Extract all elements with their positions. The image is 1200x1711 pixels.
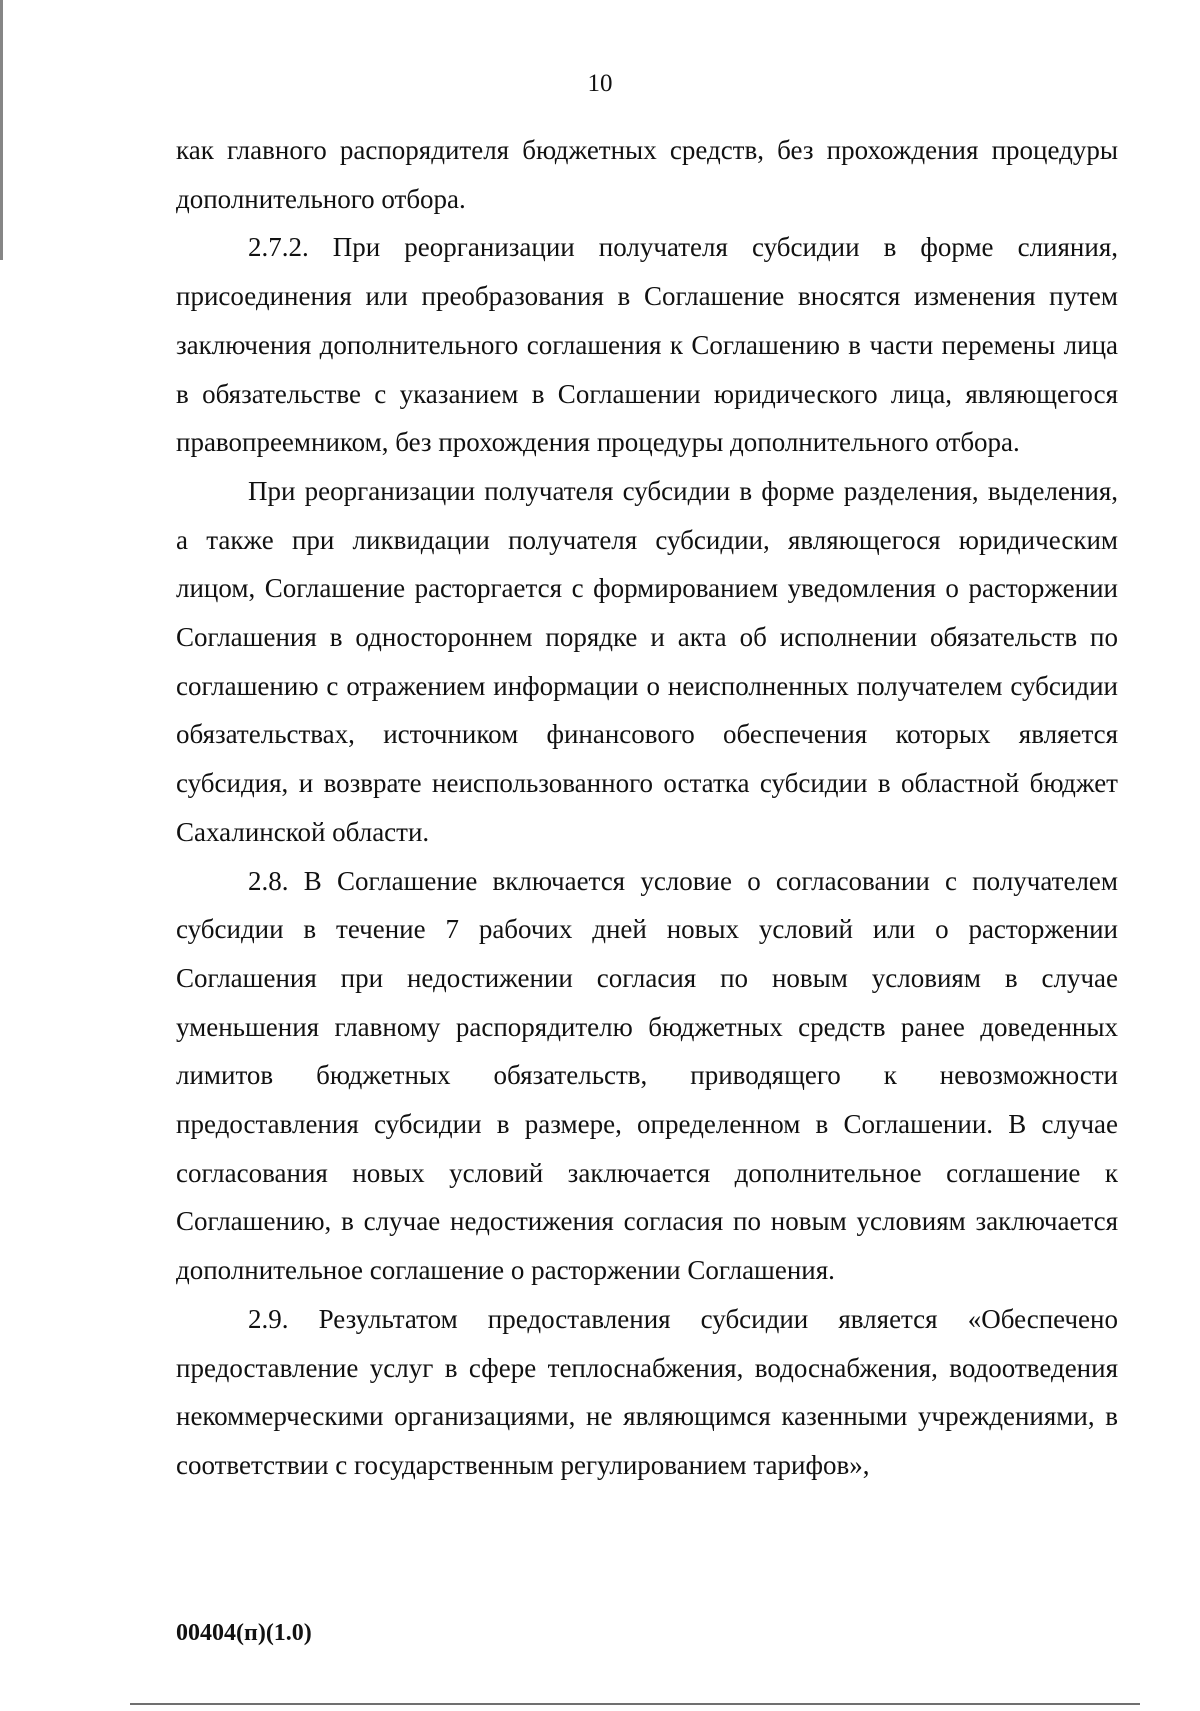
page-number: 10 xyxy=(587,70,613,97)
paragraph-2-7-2: 2.7.2. При реорганизации получателя субсидии в форме слияния, присоединения или преобразования в Соглашение вносятся изменения путем заключения дополнительного соглашения к Соглашению в части перемены лица в обязательстве с указанием в Соглашении юридического лица, являющегося правопреемником, без прохождения процедуры дополнительного отбора. xyxy=(176,232,1118,458)
bottom-divider xyxy=(130,1703,1140,1705)
paragraph-reorganization: При реорганизации получателя субсидии в форме разделения, выделения, а также при ликвидации получателя субсидии, являющегося юридическим лицом, Соглашение расторгается с формированием уведомления о расторжении Соглашения в одностороннем порядке и акта об исполнении обязательств по соглашению с отражением информации о неисполненных получателем субсидии обязательствах, источником финансового обеспечения которых является субсидия, и возврате неиспользованного остатка субсидии в областной бюджет Сахалинской области. xyxy=(176,475,1118,847)
paragraph-continuation: как главного распорядителя бюджетных средств, без прохождения процедуры дополнительного отбора. xyxy=(176,135,1118,214)
paragraph-2-9: 2.9. Результатом предоставления субсидии является «Обеспечено предоставление услуг в сфере теплоснабжения, водоснабжения, водоотведения некоммерческими организациями, не являющимся казенными учреждениями, в соответствии с государственным регулированием тарифов», xyxy=(176,1303,1118,1480)
document-body xyxy=(176,126,1118,1490)
scan-page-edge xyxy=(0,0,3,260)
document-code: 00404(п)(1.0) xyxy=(176,1620,312,1646)
paragraph-2-8: 2.8. В Соглашение включается условие о согласовании с получателем субсидии в течение 7 рабочих дней новых условий или о расторжении Соглашения при недостижении согласия по новым условиям в случае уменьшения главному распорядителю бюджетных средств ранее доведенных лимитов бюджетных обязательств, приводящего к невозможности предоставления субсидии в размере, определенном в Соглашении. В случае согласования новых условий заключается дополнительное соглашение к Соглашению, в случае недостижения согласия по новым условиям заключается дополнительное соглашение о расторжении Соглашения. xyxy=(176,865,1118,1286)
